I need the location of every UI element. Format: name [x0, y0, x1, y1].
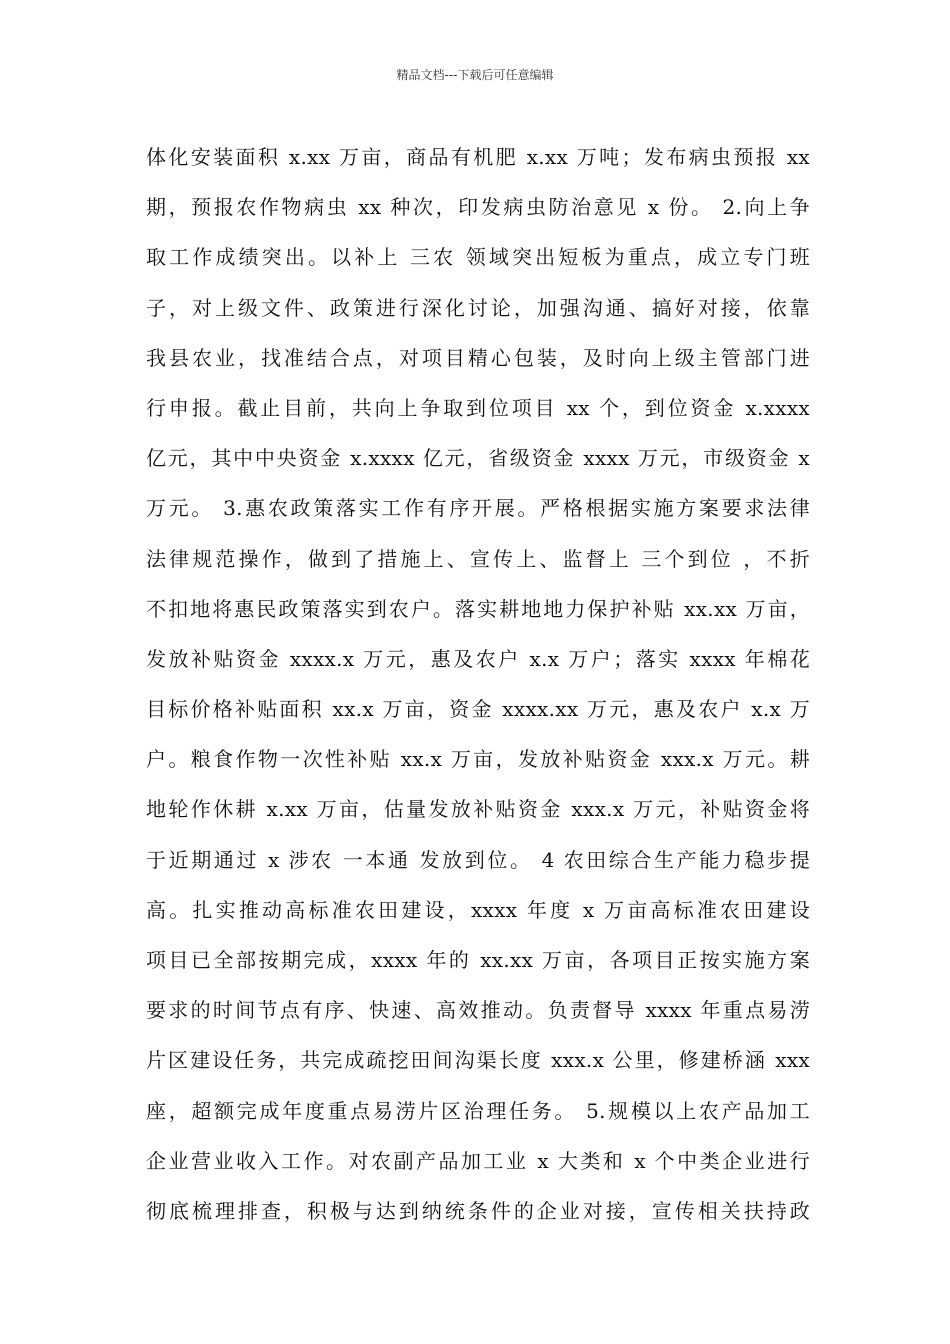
text-line: 取工作成绩突出。以补上 三农 领域突出短板为重点，成立专门班 [146, 245, 810, 270]
text-line: 法律规范操作，做到了措施上、宣传上、监督上 三个到位 ，不折 [146, 546, 810, 571]
text-line: 期，预报农作物病虫 xx 种次，印发病虫防治意见 x 份。 2.向上争 [146, 195, 810, 220]
text-line: 体化安装面积 x.xx 万亩，商品有机肥 x.xx 万吨；发布病虫预报 xx [146, 145, 810, 169]
text-line: 项目已全部按期完成，xxxx 年的 xx.xx 万亩，各项目正按实施方案 [146, 948, 810, 972]
text-line: 不扣地将惠民政策落实到农户。落实耕地地力保护补贴 xx.xx 万亩， [146, 596, 810, 621]
text-line: 座，超额完成年度重点易涝片区治理任务。 5.规模以上农产品加工 [146, 1098, 810, 1123]
text-line: 彻底梳理排查，积极与达到纳统条件的企业对接，宣传相关扶持政 [146, 1198, 810, 1223]
body-text [146, 132, 810, 1236]
text-line: 行申报。截止目前，共向上争取到位项目 xx 个，到位资金 x.xxxx [146, 395, 810, 420]
text-line: 片区建设任务，共完成疏挖田间沟渠长度 xxx.x 公里，修建桥涵 xxx [146, 1048, 810, 1073]
page-header: 精品文档---下载后可任意编辑 [396, 68, 554, 82]
text-line: 户。粮食作物一次性补贴 xx.x 万亩，发放补贴资金 xxx.x 万元。耕 [146, 747, 810, 772]
text-line: 万元。 3.惠农政策落实工作有序开展。严格根据实施方案要求法律 [146, 496, 810, 521]
text-line: 地轮作休耕 x.xx 万亩，估量发放补贴资金 xxx.x 万元，补贴资金将 [146, 797, 810, 822]
text-line: 于近期通过 x 涉农 一本通 发放到位。 4 农田综合生产能力稳步提 [146, 847, 810, 872]
text-line: 要求的时间节点有序、快速、高效推动。负责督导 xxxx 年重点易涝 [146, 998, 810, 1023]
text-line: 企业营业收入工作。对农副产品加工业 x 大类和 x 个中类企业进行 [146, 1148, 810, 1173]
text-line: 我县农业，找准结合点，对项目精心包装，及时向上级主管部门进 [146, 345, 810, 370]
text-line: 目标价格补贴面积 xx.x 万亩，资金 xxxx.xx 万元，惠及农户 x.x 万 [146, 697, 810, 722]
text-line: 子，对上级文件、政策进行深化讨论，加强沟通、搞好对接，依靠 [146, 295, 810, 320]
text-line: 发放补贴资金 xxxx.x 万元，惠及农户 x.x 万户；落实 xxxx 年棉花 [146, 646, 810, 671]
text-line: 亿元，其中中央资金 x.xxxx 亿元，省级资金 xxxx 万元，市级资金 x [146, 446, 810, 471]
text-line: 高。扎实推动高标准农田建设，xxxx 年度 x 万亩高标准农田建设 [146, 897, 810, 922]
